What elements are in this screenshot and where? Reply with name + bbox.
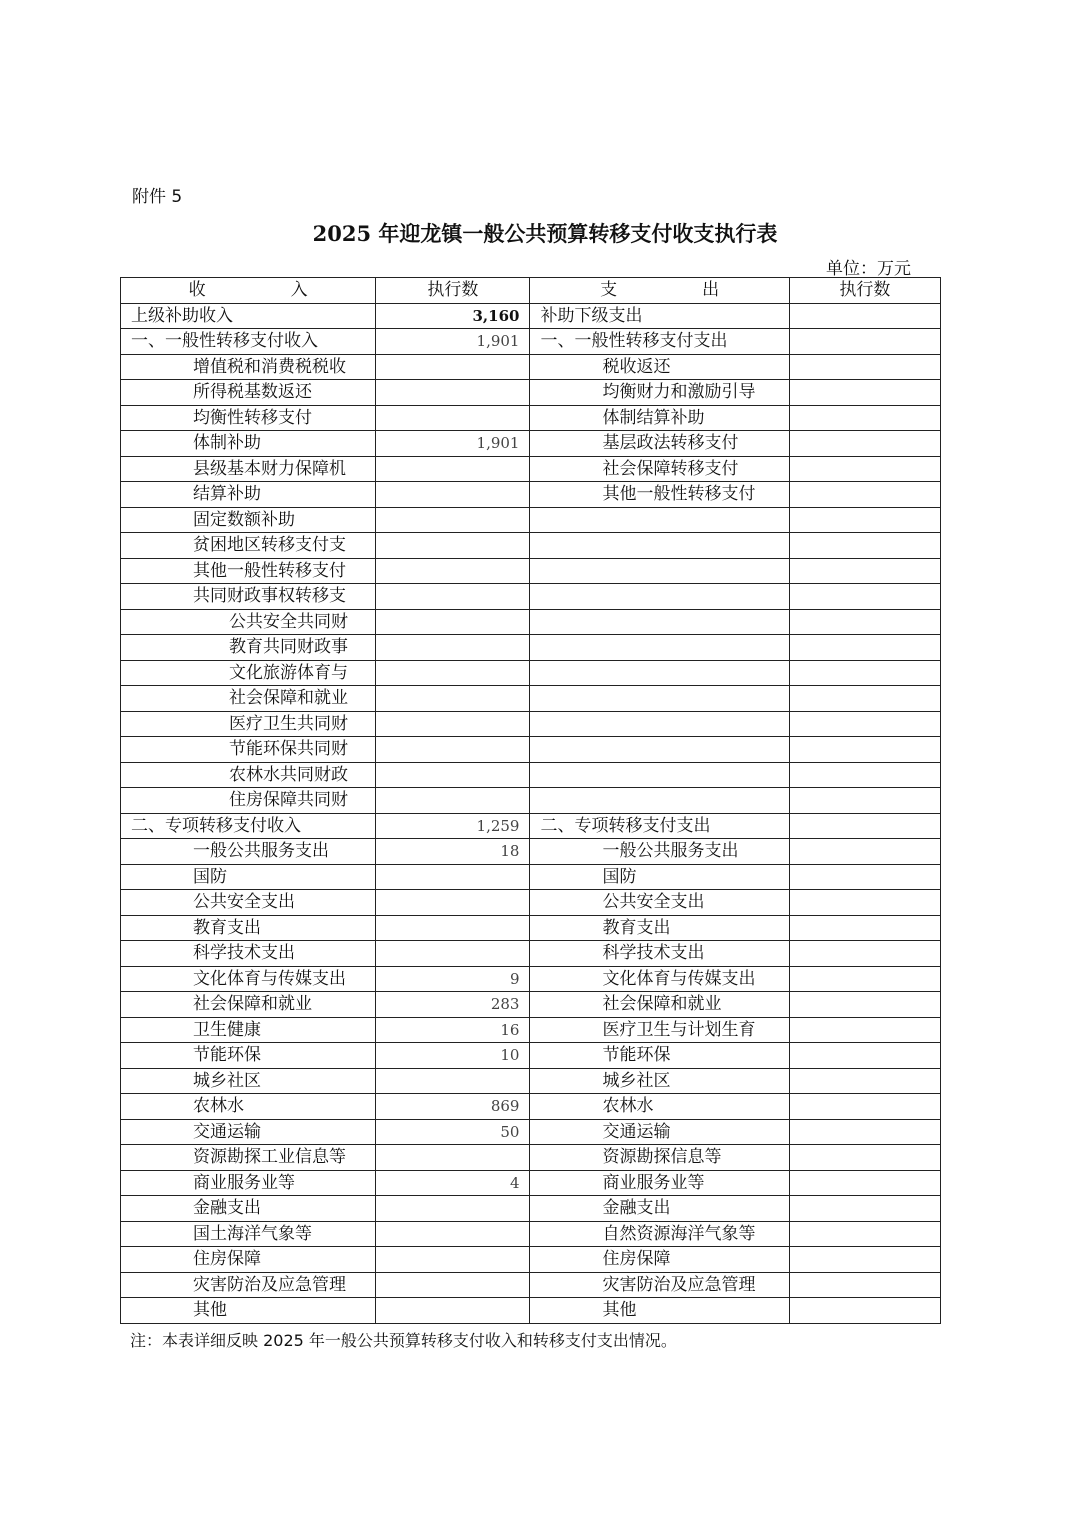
expense-exec-value: [789, 482, 940, 508]
income-item: 文化旅游体育与: [121, 660, 376, 686]
expense-exec-value: [789, 635, 940, 661]
income-exec-value: [376, 456, 530, 482]
income-exec-value: [376, 737, 530, 763]
table-row: [121, 686, 941, 712]
expense-exec-value: [789, 686, 940, 712]
income-exec-value: 283: [376, 992, 530, 1018]
expense-item: 资源勘探信息等: [530, 1145, 789, 1171]
income-exec-value: [376, 533, 530, 559]
table-row: [121, 1170, 941, 1196]
income-exec-value: 869: [376, 1094, 530, 1120]
attachment-label: 附件 5: [132, 187, 183, 207]
income-exec-value: [376, 890, 530, 916]
table-row: [121, 354, 941, 380]
expense-exec-value: [789, 788, 940, 814]
expense-exec-value: [789, 380, 940, 406]
income-exec-value: [376, 635, 530, 661]
income-item: 均衡性转移支付: [121, 405, 376, 431]
income-item: 所得税基数返还: [121, 380, 376, 406]
table-row: [121, 558, 941, 584]
income-item: 上级补助收入: [121, 303, 376, 329]
expense-item: [530, 762, 789, 788]
table-row: [121, 380, 941, 406]
table-row: [121, 584, 941, 610]
expense-exec-value: [789, 1068, 940, 1094]
income-item: 一般公共服务支出: [121, 839, 376, 865]
table-row: [121, 813, 941, 839]
income-exec-value: [376, 405, 530, 431]
income-exec-value: [376, 558, 530, 584]
income-item: 国土海洋气象等: [121, 1221, 376, 1247]
table-row: [121, 482, 941, 508]
expense-item: [530, 507, 789, 533]
expense-exec-value: [789, 813, 940, 839]
expense-item: 基层政法转移支付: [530, 431, 789, 457]
expense-exec-value: [789, 1017, 940, 1043]
expense-exec-value: [789, 915, 940, 941]
income-exec-value: [376, 1145, 530, 1171]
income-item: 一、一般性转移支付收入: [121, 329, 376, 355]
table-row: [121, 660, 941, 686]
income-exec-value: [376, 660, 530, 686]
expense-exec-value: [789, 405, 940, 431]
income-exec-value: [376, 482, 530, 508]
table-row: [121, 941, 941, 967]
table-row: [121, 1068, 941, 1094]
income-exec-value: 1,259: [376, 813, 530, 839]
table-row: [121, 788, 941, 814]
expense-item: 科学技术支出: [530, 941, 789, 967]
expense-exec-value: [789, 456, 940, 482]
income-item: 资源勘探工业信息等: [121, 1145, 376, 1171]
expense-exec-value: [789, 839, 940, 865]
table-row: [121, 329, 941, 355]
table-row: [121, 1221, 941, 1247]
income-exec-value: [376, 609, 530, 635]
expense-item: 一、一般性转移支付支出: [530, 329, 789, 355]
income-exec-value: [376, 1221, 530, 1247]
table-row: [121, 431, 941, 457]
unit-label: 单位：万元: [826, 259, 911, 279]
table-row: [121, 1043, 941, 1069]
budget-table: [120, 277, 941, 1324]
table-row: [121, 1017, 941, 1043]
expense-item: 文化体育与传媒支出: [530, 966, 789, 992]
income-item: 二、专项转移支付收入: [121, 813, 376, 839]
table-row: [121, 864, 941, 890]
expense-item: 住房保障: [530, 1247, 789, 1273]
table-row: [121, 1119, 941, 1145]
expense-item: 自然资源海洋气象等: [530, 1221, 789, 1247]
expense-exec-value: [789, 609, 940, 635]
income-item: 其他: [121, 1298, 376, 1324]
expense-exec-value: [789, 431, 940, 457]
income-item: 文化体育与传媒支出: [121, 966, 376, 992]
expense-item: 社会保障和就业: [530, 992, 789, 1018]
expense-item: 税收返还: [530, 354, 789, 380]
income-item: 节能环保: [121, 1043, 376, 1069]
table-row: [121, 303, 941, 329]
expense-item: [530, 788, 789, 814]
expense-exec-value: [789, 1094, 940, 1120]
expense-item: 医疗卫生与计划生育: [530, 1017, 789, 1043]
income-item: 贫困地区转移支付支: [121, 533, 376, 559]
income-exec-value: 1,901: [376, 329, 530, 355]
expense-exec-value: [789, 533, 940, 559]
expense-item: 体制结算补助: [530, 405, 789, 431]
expense-item: 公共安全支出: [530, 890, 789, 916]
expense-exec-value: [789, 762, 940, 788]
income-exec-value: [376, 711, 530, 737]
expense-exec-value: [789, 966, 940, 992]
income-exec-value: 18: [376, 839, 530, 865]
expense-exec-value: [789, 1298, 940, 1324]
income-exec-value: [376, 941, 530, 967]
income-item: 商业服务业等: [121, 1170, 376, 1196]
expense-item: 交通运输: [530, 1119, 789, 1145]
expense-exec-value: [789, 1196, 940, 1222]
income-item: 共同财政事权转移支: [121, 584, 376, 610]
expense-item: [530, 711, 789, 737]
income-item: 教育共同财政事: [121, 635, 376, 661]
income-exec-value: 3,160: [376, 303, 530, 329]
expense-item: [530, 533, 789, 559]
table-row: [121, 1145, 941, 1171]
table-body: [121, 303, 941, 1323]
expense-item: [530, 609, 789, 635]
income-exec-value: [376, 507, 530, 533]
table-row: [121, 839, 941, 865]
income-item: 社会保障和就业: [121, 992, 376, 1018]
expense-item: [530, 584, 789, 610]
table-row: [121, 533, 941, 559]
expense-item: [530, 558, 789, 584]
expense-exec-value: [789, 584, 940, 610]
expense-exec-value: [789, 1119, 940, 1145]
table-row: [121, 635, 941, 661]
table-row: [121, 1196, 941, 1222]
income-exec-value: 50: [376, 1119, 530, 1145]
income-item: 农林水: [121, 1094, 376, 1120]
income-exec-value: [376, 788, 530, 814]
expense-exec-header: 执行数: [789, 278, 940, 304]
expense-exec-value: [789, 1247, 940, 1273]
page-title: 2025 年迎龙镇一般公共预算转移支付收支执行表: [312, 221, 778, 246]
expense-item: 社会保障转移支付: [530, 456, 789, 482]
table-row: [121, 762, 941, 788]
expense-item: 补助下级支出: [530, 303, 789, 329]
expense-item: 农林水: [530, 1094, 789, 1120]
income-item: 公共安全支出: [121, 890, 376, 916]
expense-item: 均衡财力和激励引导: [530, 380, 789, 406]
income-item: 科学技术支出: [121, 941, 376, 967]
table-row: [121, 1272, 941, 1298]
income-header: 收 入: [121, 278, 376, 304]
expense-item: 二、专项转移支付支出: [530, 813, 789, 839]
income-exec-value: [376, 762, 530, 788]
income-exec-value: 9: [376, 966, 530, 992]
income-item: 公共安全共同财: [121, 609, 376, 635]
income-item: 住房保障共同财: [121, 788, 376, 814]
expense-header: 支 出: [530, 278, 789, 304]
table-row: [121, 1094, 941, 1120]
income-exec-value: [376, 1196, 530, 1222]
expense-exec-value: [789, 941, 940, 967]
income-item: 住房保障: [121, 1247, 376, 1273]
table-row: [121, 915, 941, 941]
income-exec-value: 10: [376, 1043, 530, 1069]
expense-exec-value: [789, 507, 940, 533]
table-row: [121, 405, 941, 431]
income-exec-value: [376, 1247, 530, 1273]
income-exec-value: [376, 1272, 530, 1298]
expense-exec-value: [789, 558, 940, 584]
table-row: [121, 890, 941, 916]
income-item: 卫生健康: [121, 1017, 376, 1043]
expense-item: [530, 686, 789, 712]
income-exec-value: [376, 915, 530, 941]
table-row: [121, 966, 941, 992]
table-row: [121, 992, 941, 1018]
income-item: 灾害防治及应急管理: [121, 1272, 376, 1298]
income-exec-value: [376, 584, 530, 610]
income-exec-value: 16: [376, 1017, 530, 1043]
income-item: 固定数额补助: [121, 507, 376, 533]
expense-exec-value: [789, 303, 940, 329]
expense-item: 国防: [530, 864, 789, 890]
income-exec-value: [376, 354, 530, 380]
income-item: 增值税和消费税税收: [121, 354, 376, 380]
expense-item: 其他: [530, 1298, 789, 1324]
income-item: 社会保障和就业: [121, 686, 376, 712]
income-exec-value: [376, 1068, 530, 1094]
income-item: 城乡社区: [121, 1068, 376, 1094]
table-header-row: [121, 278, 941, 304]
income-exec-header: 执行数: [376, 278, 530, 304]
expense-item: 一般公共服务支出: [530, 839, 789, 865]
table-row: [121, 711, 941, 737]
expense-item: [530, 635, 789, 661]
income-item: 县级基本财力保障机: [121, 456, 376, 482]
table-row: [121, 456, 941, 482]
income-exec-value: [376, 686, 530, 712]
expense-exec-value: [789, 1221, 940, 1247]
income-item: 其他一般性转移支付: [121, 558, 376, 584]
income-item: 农林水共同财政: [121, 762, 376, 788]
income-exec-value: 4: [376, 1170, 530, 1196]
expense-exec-value: [789, 890, 940, 916]
expense-exec-value: [789, 737, 940, 763]
expense-exec-value: [789, 1043, 940, 1069]
expense-item: [530, 660, 789, 686]
expense-exec-value: [789, 992, 940, 1018]
expense-exec-value: [789, 1170, 940, 1196]
expense-exec-value: [789, 1272, 940, 1298]
table-row: [121, 1247, 941, 1273]
expense-exec-value: [789, 1145, 940, 1171]
expense-exec-value: [789, 329, 940, 355]
table-row: [121, 609, 941, 635]
expense-item: 金融支出: [530, 1196, 789, 1222]
income-item: 国防: [121, 864, 376, 890]
expense-item: 城乡社区: [530, 1068, 789, 1094]
income-item: 体制补助: [121, 431, 376, 457]
table-row: [121, 507, 941, 533]
expense-item: [530, 737, 789, 763]
income-exec-value: 1,901: [376, 431, 530, 457]
expense-exec-value: [789, 864, 940, 890]
income-item: 节能环保共同财: [121, 737, 376, 763]
income-item: 结算补助: [121, 482, 376, 508]
table-row: [121, 1298, 941, 1324]
expense-item: 商业服务业等: [530, 1170, 789, 1196]
income-exec-value: [376, 864, 530, 890]
expense-item: 灾害防治及应急管理: [530, 1272, 789, 1298]
expense-item: 其他一般性转移支付: [530, 482, 789, 508]
expense-exec-value: [789, 660, 940, 686]
income-item: 交通运输: [121, 1119, 376, 1145]
table-row: [121, 737, 941, 763]
income-exec-value: [376, 380, 530, 406]
expense-item: 教育支出: [530, 915, 789, 941]
income-exec-value: [376, 1298, 530, 1324]
footnote: 注：本表详细反映 2025 年一般公共预算转移支付收入和转移支付支出情况。: [130, 1331, 677, 1350]
expense-item: 节能环保: [530, 1043, 789, 1069]
income-item: 医疗卫生共同财: [121, 711, 376, 737]
expense-exec-value: [789, 354, 940, 380]
income-item: 金融支出: [121, 1196, 376, 1222]
expense-exec-value: [789, 711, 940, 737]
income-item: 教育支出: [121, 915, 376, 941]
